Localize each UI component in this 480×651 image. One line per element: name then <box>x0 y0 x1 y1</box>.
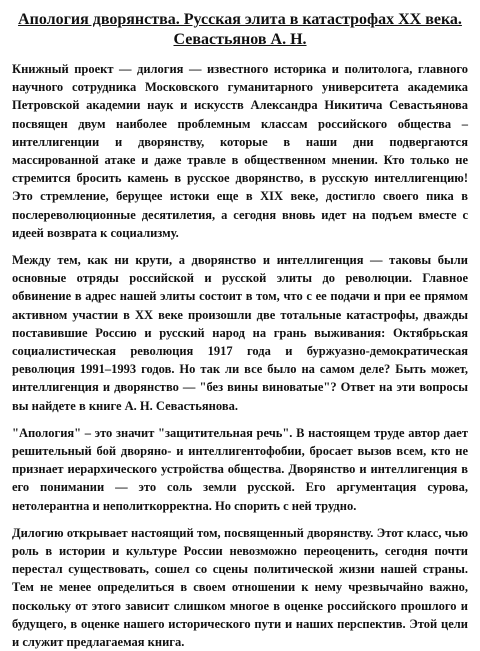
paragraph-3: "Апология" – это значит "защитительная речь". В настоящем труде автор дает решительный бой дворяно- и интеллигентофобии, бросает вызов всем, кто не признает иерархического устройства общества. Дворянство и интеллигенция в его понимании — это соль земли русской. Его аргументация сурова, нетолерантна и неполиткорректна. Но спорить с ней трудно. <box>12 425 468 513</box>
document-title: Апология дворянства. Русская элита в катастрофах XX века. <box>18 11 462 28</box>
document-author: Севастьянов А. Н. <box>173 31 307 48</box>
paragraph-1: Книжный проект — дилогия — известного историка и политолога, главного научного сотрудника Московского гуманитарного университета академика Петровской академии наук и искусств Александра Никитича Севастьянова посвящен двум наиболее проблемным классам российского общества – интеллигенции и дворянству, которые в наши дни подвергаются массированной атаке и даже травле в общественном мнении. Кто только не стремится бросить камень в русское дворянство, в русскую интеллигенцию! Это стремление, берущее истоки еще в XIX веке, достигло своего пика в послереволюционные десятилетия, а сегодня вновь идет на подъем вместе с идеей возврата к социализму. <box>12 62 468 240</box>
paragraph-4: Дилогию открывает настоящий том, посвященный дворянству. Этот класс, чью роль в истории и культуре России невозможно переоценить, сегодня почти перестал существовать, сошел со сцены политической жизни нашей страны. Тем не менее определиться в своем отношении к нему чрезвычайно важно, поскольку от этого зависит слишком многое в оценке российского прошлого и будущего, в оценке нашего исторического пути и наших перспектив. Этой цели и служит предлагаемая книга. <box>12 525 468 650</box>
paragraph-2: Между тем, как ни крути, а дворянство и интеллигенция — таковы были основные отряды российской и русской элиты до революции. Главное обвинение в адрес нашей элиты состоит в том, что с ее подачи и при ее прямом активном участии в XX веке произошли две тотальные катастрофы, дважды поставившие Россию и русский народ на грань выживания: Октябрьская социалистическая революция 1917 года и буржуазно-демократическая революция 1991–1993 годов. Но так ли все было на самом деле? Быть может, интеллигенция и дворянство — "без вины виноватые"? Ответ на эти вопросы вы найдете в книге А. Н. Севастьянова. <box>12 253 468 413</box>
